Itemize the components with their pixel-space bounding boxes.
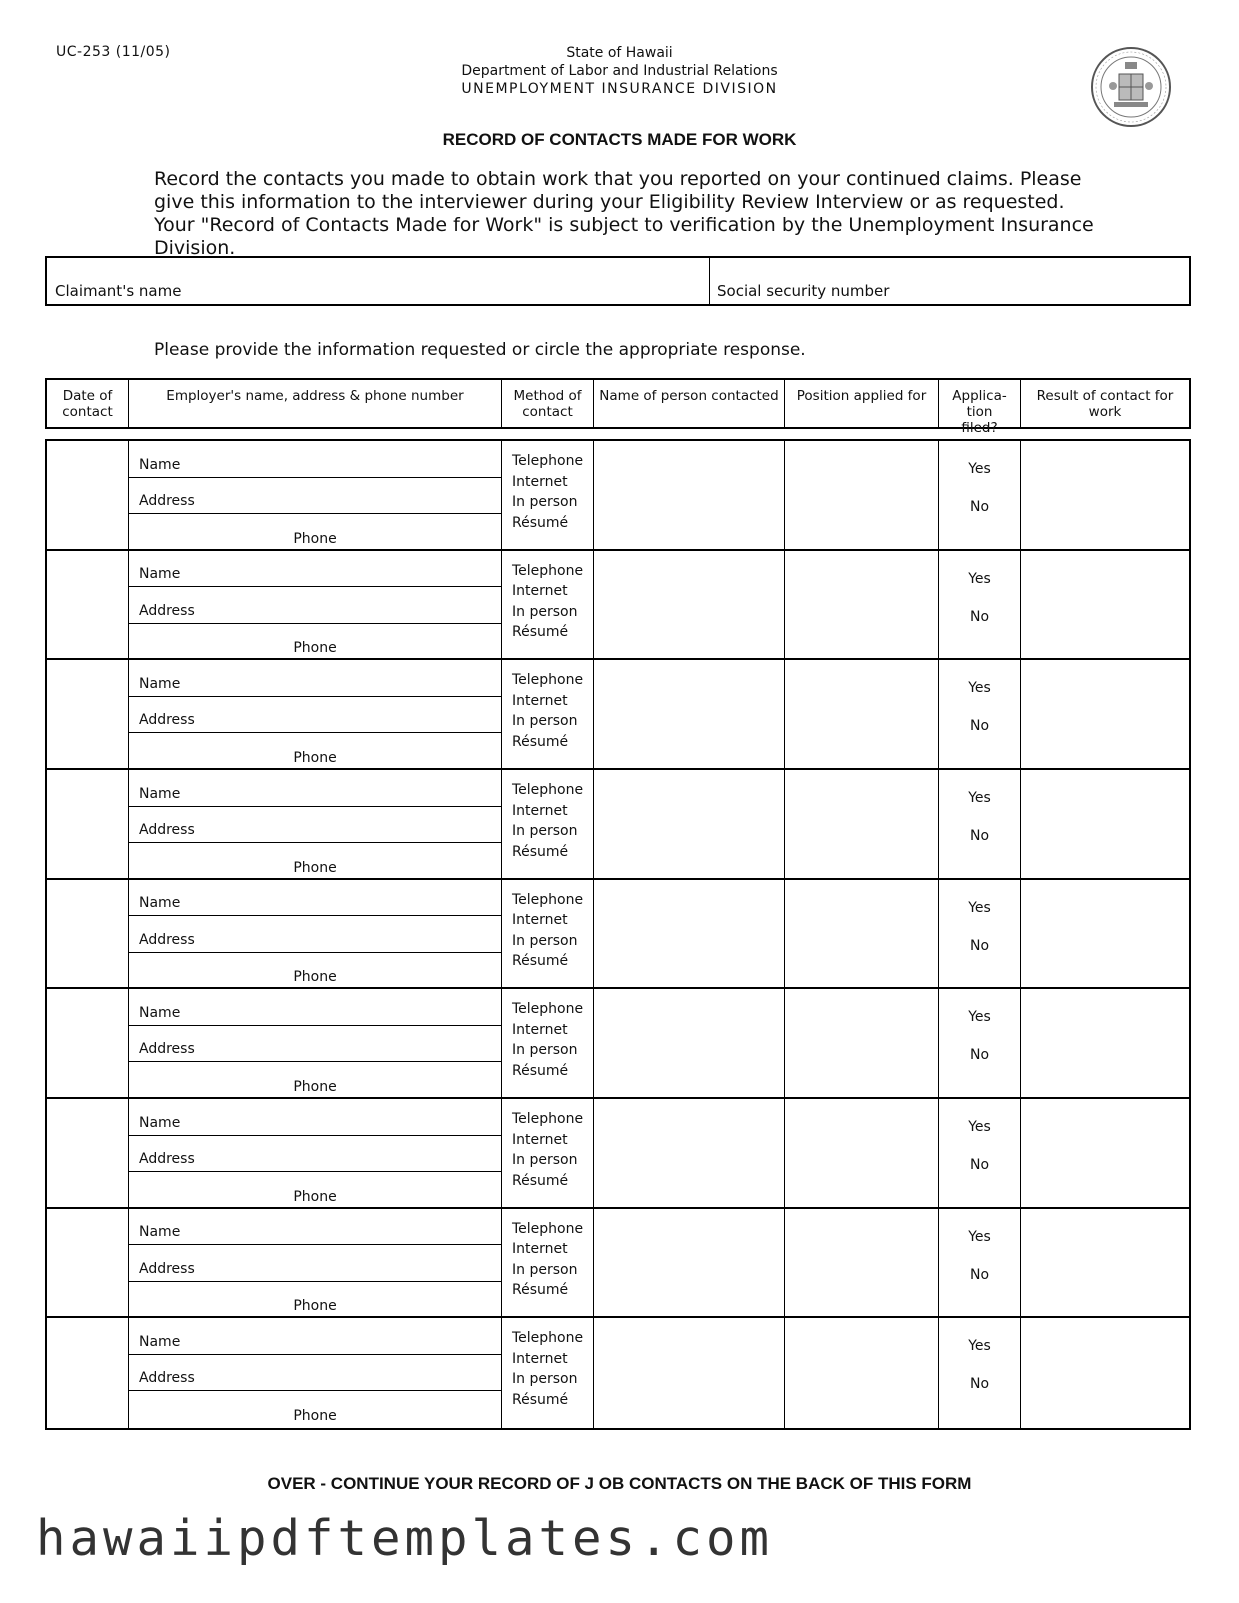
result-cell[interactable] [1021,989,1189,1097]
result-cell[interactable] [1021,551,1189,659]
employer-address-field[interactable] [129,1136,501,1173]
application-cell [939,441,1021,549]
method-option[interactable]: Telephone [512,453,584,469]
method-option[interactable]: Résumé [512,1062,569,1079]
employer-cell [129,1099,502,1207]
method-option[interactable]: In person [512,494,578,510]
form-title: RECORD OF CONTACTS MADE FOR WORK [442,130,797,149]
table-row [47,660,1189,770]
name-label: Name [139,566,181,583]
col-application: Applica- tion filed? [939,380,1021,427]
employer-phone-field[interactable] [129,953,501,990]
state-seal-icon [1090,46,1172,128]
table-row [47,989,1189,1099]
result-cell[interactable] [1021,880,1189,988]
name-label: Name [139,1224,181,1241]
employer-name-field[interactable] [129,441,501,478]
result-cell[interactable] [1021,441,1189,549]
address-label: Address [139,1041,195,1058]
instructions: Record the contacts you made to obtain work that you reported on your continued claims. Please give this information to the interviewer during your Eligibility Review Interview or as requested. Your "Record of Contacts Made for Work" is subject to verification by the Unemployment Insurance Division. [154,168,1094,259]
person-cell[interactable] [594,1209,785,1317]
address-label: Address [139,1260,195,1277]
position-cell[interactable] [785,441,939,549]
employer-cell [129,989,502,1097]
method-option[interactable]: Résumé [512,1172,569,1189]
employer-cell [129,551,502,659]
method-option[interactable]: Internet [512,1131,568,1148]
method-option[interactable]: Telephone [512,1330,584,1347]
method-option[interactable]: Telephone [512,891,584,908]
col-date: Date of contact [47,380,129,427]
method-option[interactable]: In person [512,713,578,730]
address-label: Address [139,931,195,948]
employer-name-field[interactable] [129,1318,501,1355]
employer-name-field[interactable] [129,660,501,697]
yes-option[interactable]: Yes [968,570,991,587]
phone-label: Phone [293,859,337,876]
position-cell[interactable] [785,770,939,878]
method-cell [502,551,594,659]
result-cell[interactable] [1021,770,1189,878]
method-option[interactable]: Résumé [512,733,569,750]
phone-label: Phone [293,749,337,766]
position-cell[interactable] [785,660,939,768]
provide-instruction: Please provide the information requested or circle the appropriate response. [154,340,806,360]
address-label: Address [139,1151,195,1168]
no-option[interactable]: No [969,1157,990,1173]
name-label: Name [139,675,181,692]
person-cell[interactable] [594,1099,785,1207]
application-cell [939,880,1021,988]
method-cell [502,1318,594,1428]
name-label: Name [139,1004,181,1021]
method-cell [502,880,594,988]
date-cell[interactable] [47,551,129,659]
method-option[interactable]: Telephone [512,1001,584,1018]
method-option[interactable]: Internet [512,583,568,600]
application-cell [939,770,1021,878]
yes-option[interactable]: Yes [968,899,991,916]
application-cell [939,989,1021,1097]
person-cell[interactable] [594,1318,785,1428]
method-option[interactable]: Résumé [512,624,569,641]
col-position: Position applied for [785,380,939,427]
date-cell[interactable] [47,441,129,549]
table-row [47,441,1189,551]
method-option[interactable]: Résumé [512,843,569,860]
position-cell[interactable] [785,989,939,1097]
method-option[interactable]: Internet [512,692,568,709]
claimant-name-field[interactable]: Claimant's name [55,282,182,300]
col-method: Method of contact [502,380,594,427]
employer-address-field[interactable] [129,807,501,844]
method-cell [502,989,594,1097]
phone-label: Phone [293,1298,337,1315]
method-option[interactable]: In person [512,603,578,620]
division-heading: UNEMPLOYMENT INSURANCE DIVISION [461,81,778,97]
employer-phone-field[interactable] [129,843,501,880]
method-option[interactable]: Internet [512,912,568,929]
claimant-box [45,256,1191,306]
footer-note: OVER - CONTINUE YOUR RECORD OF J OB CONTACTS ON THE BACK OF THIS FORM [267,1474,972,1493]
method-option[interactable]: Résumé [512,1282,569,1299]
method-option[interactable]: Internet [512,1241,568,1258]
contacts-table [45,439,1191,1430]
phone-label: Phone [293,1078,337,1095]
application-cell [939,1209,1021,1317]
employer-address-field[interactable] [129,478,501,515]
employer-address-field[interactable] [129,916,501,953]
method-option[interactable]: In person [512,932,578,949]
no-option[interactable]: No [969,1376,990,1393]
no-option[interactable]: No [969,1047,990,1064]
method-option[interactable]: Résumé [512,953,569,970]
name-label: Name [139,1333,181,1350]
employer-name-field[interactable] [129,989,501,1026]
method-cell [502,660,594,768]
employer-name-field[interactable] [129,880,501,917]
employer-phone-field[interactable] [129,733,501,770]
department-heading: Department of Labor and Industrial Relations [461,63,778,79]
method-option[interactable]: Internet [512,802,568,819]
address-label: Address [139,712,195,729]
phone-label: Phone [293,1188,337,1205]
table-row [47,1318,1189,1428]
method-option[interactable]: Résumé [512,514,569,531]
col-employer: Employer's name, address & phone number [129,380,502,427]
table-row [47,770,1189,880]
ssn-field[interactable]: Social security number [717,282,890,300]
yes-option[interactable]: Yes [968,1228,991,1245]
method-cell [502,770,594,878]
no-option[interactable]: No [969,608,990,625]
employer-phone-field[interactable] [129,1172,501,1209]
phone-label: Phone [293,530,337,547]
method-option[interactable]: Internet [512,1350,568,1367]
table-row [47,551,1189,661]
name-label: Name [139,1114,181,1131]
table-row [47,1209,1189,1319]
result-cell[interactable] [1021,1318,1189,1428]
employer-cell [129,1318,502,1428]
name-label: Name [139,456,181,473]
method-option[interactable]: Telephone [512,1111,584,1127]
table-header [45,378,1191,436]
phone-label: Phone [293,1407,337,1424]
employer-address-field[interactable] [129,1355,501,1392]
employer-phone-field[interactable] [129,624,501,661]
employer-cell [129,1209,502,1317]
person-cell[interactable] [594,770,785,878]
application-cell [939,660,1021,768]
employer-address-field[interactable] [129,1245,501,1282]
date-cell[interactable] [47,880,129,988]
method-cell [502,1209,594,1317]
watermark: hawaiipdftemplates.com [36,1510,774,1567]
state-heading: State of Hawaii [566,45,673,61]
employer-cell [129,880,502,988]
position-cell[interactable] [785,1099,939,1207]
employer-phone-field[interactable] [129,514,501,551]
person-cell[interactable] [594,441,785,549]
employer-name-field[interactable] [129,551,501,588]
yes-option[interactable]: Yes [968,1119,991,1135]
no-option[interactable]: No [969,937,990,954]
address-label: Address [139,822,195,839]
employer-phone-field[interactable] [129,1062,501,1099]
method-option[interactable]: In person [512,1152,578,1168]
method-option[interactable]: In person [512,1261,578,1278]
person-cell[interactable] [594,989,785,1097]
address-label: Address [139,1370,195,1387]
yes-option[interactable]: Yes [968,1338,991,1355]
method-option[interactable]: In person [512,1371,578,1388]
table-row [47,880,1189,990]
employer-address-field[interactable] [129,697,501,734]
table-row [47,1099,1189,1209]
method-option[interactable]: In person [512,1042,578,1059]
yes-option[interactable]: Yes [968,461,991,477]
method-option[interactable]: Résumé [512,1391,569,1408]
method-cell [502,1099,594,1207]
name-label: Name [139,895,181,912]
method-option[interactable]: Telephone [512,562,584,579]
date-cell[interactable] [47,1099,129,1207]
employer-cell [129,770,502,878]
employer-cell [129,660,502,768]
position-cell[interactable] [785,1318,939,1428]
date-cell[interactable] [47,1318,129,1428]
position-cell[interactable] [785,880,939,988]
date-cell[interactable] [47,660,129,768]
employer-cell [129,441,502,549]
col-person: Name of person contacted [594,380,785,427]
method-option[interactable]: Telephone [512,782,584,798]
form-id: UC-253 (11/05) [56,44,171,60]
phone-label: Phone [293,969,337,986]
employer-name-field[interactable] [129,1209,501,1246]
col-result: Result of contact for work [1036,388,1174,420]
result-cell[interactable] [1021,1099,1189,1207]
address-label: Address [139,493,195,510]
name-label: Name [139,785,181,802]
application-cell [939,1318,1021,1428]
phone-label: Phone [293,640,337,657]
no-option[interactable]: No [969,1266,990,1283]
method-option[interactable]: Internet [512,473,568,490]
method-cell [502,441,594,549]
yes-option[interactable]: Yes [968,790,991,806]
result-cell[interactable] [1021,660,1189,768]
no-option[interactable]: No [969,828,990,844]
employer-address-field[interactable] [129,1026,501,1063]
application-cell [939,1099,1021,1207]
date-cell[interactable] [47,989,129,1097]
position-cell[interactable] [785,1209,939,1317]
method-option[interactable]: Internet [512,1021,568,1038]
method-option[interactable]: In person [512,823,578,839]
yes-option[interactable]: Yes [968,680,991,697]
date-cell[interactable] [47,770,129,878]
employer-name-field[interactable] [129,770,501,807]
no-option[interactable]: No [969,499,990,515]
result-cell[interactable] [1021,1209,1189,1317]
employer-name-field[interactable] [129,1099,501,1136]
position-cell[interactable] [785,551,939,659]
yes-option[interactable]: Yes [968,1009,991,1026]
date-cell[interactable] [47,1209,129,1317]
person-cell[interactable] [594,880,785,988]
application-cell [939,551,1021,659]
method-option[interactable]: Telephone [512,1220,584,1237]
person-cell[interactable] [594,551,785,659]
method-option[interactable]: Telephone [512,672,584,689]
no-option[interactable]: No [969,718,990,735]
employer-address-field[interactable] [129,587,501,624]
employer-phone-field[interactable] [129,1282,501,1319]
person-cell[interactable] [594,660,785,768]
employer-phone-field[interactable] [129,1391,501,1428]
address-label: Address [139,602,195,619]
